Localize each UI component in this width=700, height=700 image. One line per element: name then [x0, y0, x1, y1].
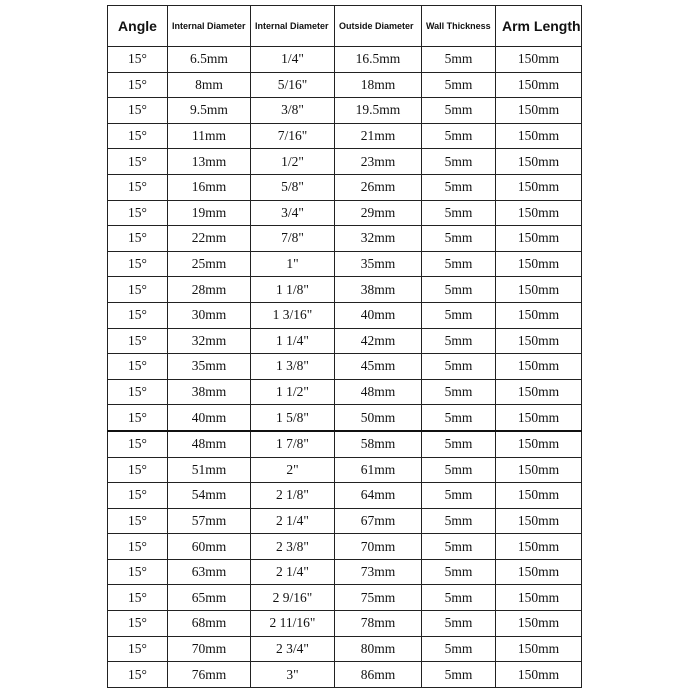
internal-diameter-inch-cell: 3/8": [251, 98, 335, 124]
outside-diameter-cell: 48mm: [335, 379, 422, 405]
outside-diameter-cell: 73mm: [335, 559, 422, 585]
arm-length-cell: 150mm: [496, 508, 582, 534]
angle-cell: 15°: [108, 636, 168, 662]
wall-thickness-cell: 5mm: [422, 47, 496, 73]
internal-diameter-inch-cell: 1 7/8": [251, 431, 335, 457]
angle-cell: 15°: [108, 585, 168, 611]
internal-diameter-mm-cell: 8mm: [168, 72, 251, 98]
internal-diameter-inch-cell: 1 1/2": [251, 379, 335, 405]
internal-diameter-inch-cell: 2": [251, 457, 335, 483]
arm-length-cell: 150mm: [496, 47, 582, 73]
internal-diameter-mm-cell: 48mm: [168, 431, 251, 457]
table-row: [108, 302, 582, 328]
arm-length-cell: 150mm: [496, 611, 582, 637]
table-row: [108, 483, 582, 509]
arm-length-cell: 150mm: [496, 354, 582, 380]
wall-thickness-cell: 5mm: [422, 585, 496, 611]
internal-diameter-inch-cell: 5/8": [251, 174, 335, 200]
wall-thickness-cell: 5mm: [422, 328, 496, 354]
internal-diameter-inch-cell: 1 5/8": [251, 405, 335, 431]
angle-cell: 15°: [108, 508, 168, 534]
wall-thickness-header: Wall Thickness: [422, 6, 496, 47]
wall-thickness-cell: 5mm: [422, 559, 496, 585]
internal-diameter-inch-cell: 1/4": [251, 47, 335, 73]
outside-diameter-cell: 86mm: [335, 662, 422, 688]
outside-diameter-cell: 42mm: [335, 328, 422, 354]
angle-cell: 15°: [108, 174, 168, 200]
internal-diameter-mm-cell: 9.5mm: [168, 98, 251, 124]
wall-thickness-cell: 5mm: [422, 379, 496, 405]
wall-thickness-cell: 5mm: [422, 662, 496, 688]
table-row: [108, 149, 582, 175]
angle-cell: 15°: [108, 611, 168, 637]
internal-diameter-inch-header: Internal Diameter: [251, 6, 335, 47]
internal-diameter-mm-cell: 13mm: [168, 149, 251, 175]
angle-cell: 15°: [108, 483, 168, 509]
internal-diameter-inch-cell: 2 1/4": [251, 508, 335, 534]
internal-diameter-inch-cell: 7/8": [251, 226, 335, 252]
wall-thickness-cell: 5mm: [422, 636, 496, 662]
table-header-row: [108, 6, 582, 47]
arm-length-cell: 150mm: [496, 277, 582, 303]
internal-diameter-mm-cell: 40mm: [168, 405, 251, 431]
internal-diameter-mm-cell: 38mm: [168, 379, 251, 405]
angle-cell: 15°: [108, 200, 168, 226]
arm-length-cell: 150mm: [496, 174, 582, 200]
angle-cell: 15°: [108, 431, 168, 457]
arm-length-cell: 150mm: [496, 302, 582, 328]
internal-diameter-mm-cell: 30mm: [168, 302, 251, 328]
arm-length-cell: 150mm: [496, 431, 582, 457]
table-row: [108, 405, 582, 431]
internal-diameter-mm-cell: 70mm: [168, 636, 251, 662]
internal-diameter-mm-cell: 32mm: [168, 328, 251, 354]
wall-thickness-cell: 5mm: [422, 200, 496, 226]
outside-diameter-cell: 50mm: [335, 405, 422, 431]
angle-cell: 15°: [108, 123, 168, 149]
internal-diameter-inch-cell: 3/4": [251, 200, 335, 226]
outside-diameter-cell: 26mm: [335, 174, 422, 200]
internal-diameter-mm-cell: 65mm: [168, 585, 251, 611]
angle-cell: 15°: [108, 302, 168, 328]
table-row: [108, 636, 582, 662]
table-row: [108, 72, 582, 98]
table-row: [108, 457, 582, 483]
internal-diameter-mm-cell: 25mm: [168, 251, 251, 277]
table-row: [108, 98, 582, 124]
outside-diameter-cell: 45mm: [335, 354, 422, 380]
table-row: [108, 123, 582, 149]
angle-cell: 15°: [108, 662, 168, 688]
arm-length-header: Arm Length: [496, 6, 582, 47]
internal-diameter-mm-cell: 16mm: [168, 174, 251, 200]
spec-sheet: [107, 5, 581, 695]
internal-diameter-inch-cell: 1 3/16": [251, 302, 335, 328]
outside-diameter-cell: 38mm: [335, 277, 422, 303]
wall-thickness-cell: 5mm: [422, 302, 496, 328]
outside-diameter-cell: 35mm: [335, 251, 422, 277]
arm-length-cell: 150mm: [496, 457, 582, 483]
wall-thickness-cell: 5mm: [422, 277, 496, 303]
table-row: [108, 662, 582, 688]
internal-diameter-inch-cell: 1 1/8": [251, 277, 335, 303]
internal-diameter-inch-cell: 5/16": [251, 72, 335, 98]
wall-thickness-cell: 5mm: [422, 508, 496, 534]
outside-diameter-cell: 78mm: [335, 611, 422, 637]
wall-thickness-cell: 5mm: [422, 611, 496, 637]
arm-length-cell: 150mm: [496, 200, 582, 226]
wall-thickness-cell: 5mm: [422, 72, 496, 98]
internal-diameter-inch-cell: 2 1/8": [251, 483, 335, 509]
internal-diameter-inch-cell: 1 1/4": [251, 328, 335, 354]
internal-diameter-mm-cell: 54mm: [168, 483, 251, 509]
arm-length-cell: 150mm: [496, 98, 582, 124]
arm-length-cell: 150mm: [496, 534, 582, 560]
table-row: [108, 354, 582, 380]
wall-thickness-cell: 5mm: [422, 534, 496, 560]
internal-diameter-mm-cell: 22mm: [168, 226, 251, 252]
table-body: [108, 47, 582, 688]
table-row: [108, 585, 582, 611]
internal-diameter-inch-cell: 1 3/8": [251, 354, 335, 380]
internal-diameter-inch-cell: 1/2": [251, 149, 335, 175]
wall-thickness-cell: 5mm: [422, 457, 496, 483]
wall-thickness-cell: 5mm: [422, 354, 496, 380]
internal-diameter-inch-cell: 2 9/16": [251, 585, 335, 611]
outside-diameter-cell: 19.5mm: [335, 98, 422, 124]
outside-diameter-cell: 75mm: [335, 585, 422, 611]
table-row: [108, 200, 582, 226]
angle-cell: 15°: [108, 457, 168, 483]
arm-length-cell: 150mm: [496, 123, 582, 149]
table-row: [108, 611, 582, 637]
table-row: [108, 534, 582, 560]
internal-diameter-mm-cell: 6.5mm: [168, 47, 251, 73]
internal-diameter-mm-cell: 19mm: [168, 200, 251, 226]
wall-thickness-cell: 5mm: [422, 98, 496, 124]
angle-cell: 15°: [108, 47, 168, 73]
arm-length-cell: 150mm: [496, 405, 582, 431]
table-row: [108, 251, 582, 277]
angle-cell: 15°: [108, 328, 168, 354]
angle-cell: 15°: [108, 354, 168, 380]
table-row: [108, 226, 582, 252]
angle-cell: 15°: [108, 379, 168, 405]
outside-diameter-cell: 40mm: [335, 302, 422, 328]
angle-cell: 15°: [108, 72, 168, 98]
angle-cell: 15°: [108, 277, 168, 303]
internal-diameter-mm-header: Internal Diameter: [168, 6, 251, 47]
table-row: [108, 508, 582, 534]
internal-diameter-inch-cell: 3": [251, 662, 335, 688]
arm-length-cell: 150mm: [496, 559, 582, 585]
table-row: [108, 47, 582, 73]
angle-header: Angle: [108, 6, 168, 47]
internal-diameter-inch-cell: 2 11/16": [251, 611, 335, 637]
wall-thickness-cell: 5mm: [422, 226, 496, 252]
outside-diameter-cell: 23mm: [335, 149, 422, 175]
angle-cell: 15°: [108, 405, 168, 431]
internal-diameter-inch-cell: 2 3/8": [251, 534, 335, 560]
arm-length-cell: 150mm: [496, 226, 582, 252]
arm-length-cell: 150mm: [496, 328, 582, 354]
internal-diameter-inch-cell: 7/16": [251, 123, 335, 149]
angle-cell: 15°: [108, 98, 168, 124]
wall-thickness-cell: 5mm: [422, 149, 496, 175]
wall-thickness-cell: 5mm: [422, 174, 496, 200]
outside-diameter-cell: 70mm: [335, 534, 422, 560]
internal-diameter-mm-cell: 51mm: [168, 457, 251, 483]
angle-cell: 15°: [108, 559, 168, 585]
table-row: [108, 277, 582, 303]
outside-diameter-cell: 29mm: [335, 200, 422, 226]
outside-diameter-header: Outside Diameter: [335, 6, 422, 47]
angle-cell: 15°: [108, 149, 168, 175]
internal-diameter-inch-cell: 1": [251, 251, 335, 277]
outside-diameter-cell: 61mm: [335, 457, 422, 483]
outside-diameter-cell: 32mm: [335, 226, 422, 252]
size-table: [107, 5, 582, 688]
arm-length-cell: 150mm: [496, 662, 582, 688]
outside-diameter-cell: 21mm: [335, 123, 422, 149]
arm-length-cell: 150mm: [496, 149, 582, 175]
internal-diameter-mm-cell: 76mm: [168, 662, 251, 688]
wall-thickness-cell: 5mm: [422, 123, 496, 149]
internal-diameter-mm-cell: 35mm: [168, 354, 251, 380]
wall-thickness-cell: 5mm: [422, 251, 496, 277]
internal-diameter-mm-cell: 11mm: [168, 123, 251, 149]
outside-diameter-cell: 80mm: [335, 636, 422, 662]
outside-diameter-cell: 64mm: [335, 483, 422, 509]
internal-diameter-mm-cell: 28mm: [168, 277, 251, 303]
arm-length-cell: 150mm: [496, 636, 582, 662]
arm-length-cell: 150mm: [496, 585, 582, 611]
angle-cell: 15°: [108, 251, 168, 277]
internal-diameter-mm-cell: 63mm: [168, 559, 251, 585]
internal-diameter-mm-cell: 60mm: [168, 534, 251, 560]
internal-diameter-mm-cell: 68mm: [168, 611, 251, 637]
outside-diameter-cell: 58mm: [335, 431, 422, 457]
arm-length-cell: 150mm: [496, 483, 582, 509]
wall-thickness-cell: 5mm: [422, 405, 496, 431]
table-row: [108, 174, 582, 200]
table-row: [108, 559, 582, 585]
arm-length-cell: 150mm: [496, 251, 582, 277]
table-row: [108, 379, 582, 405]
outside-diameter-cell: 16.5mm: [335, 47, 422, 73]
wall-thickness-cell: 5mm: [422, 483, 496, 509]
outside-diameter-cell: 67mm: [335, 508, 422, 534]
table-row: [108, 328, 582, 354]
table-row: [108, 431, 582, 457]
angle-cell: 15°: [108, 534, 168, 560]
internal-diameter-inch-cell: 2 3/4": [251, 636, 335, 662]
wall-thickness-cell: 5mm: [422, 431, 496, 457]
internal-diameter-inch-cell: 2 1/4": [251, 559, 335, 585]
arm-length-cell: 150mm: [496, 72, 582, 98]
angle-cell: 15°: [108, 226, 168, 252]
outside-diameter-cell: 18mm: [335, 72, 422, 98]
arm-length-cell: 150mm: [496, 379, 582, 405]
internal-diameter-mm-cell: 57mm: [168, 508, 251, 534]
